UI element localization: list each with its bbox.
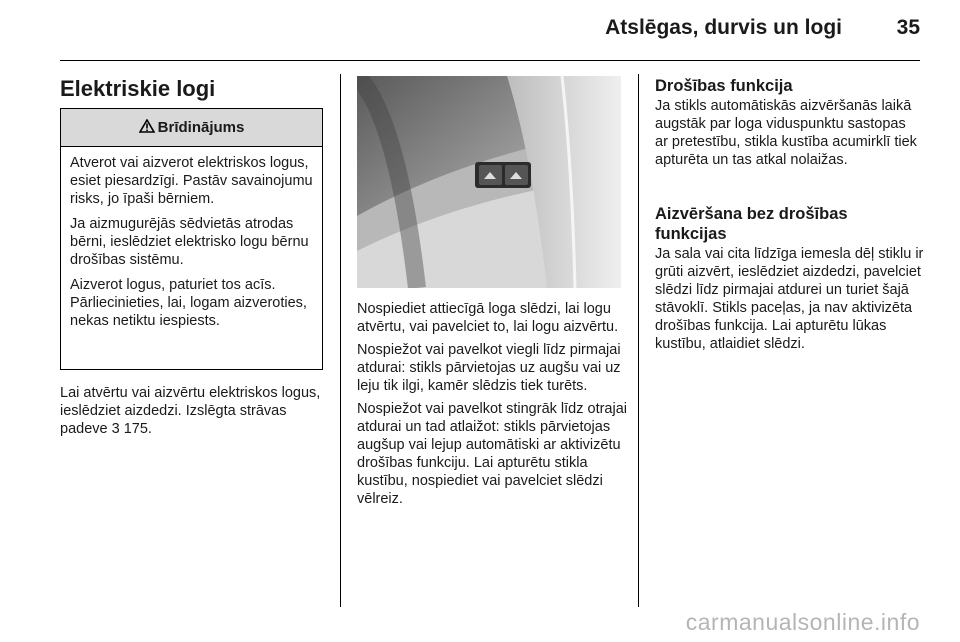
column-divider-2 <box>638 74 639 607</box>
chapter-title: Atslēgas, durvis un logi <box>605 16 842 39</box>
reference-page: 175. <box>119 421 152 437</box>
header-divider <box>60 60 920 61</box>
instruction-paragraph: Nospiežot vai pavelkot viegli līdz pirmajai atdurai: stikls pārvietojas uz augšu vai uz leju tik ilgi, kamēr slēdzis tiek turēts. <box>357 342 621 394</box>
ignition-text: Lai atvērtu vai aizvērtu elektriskos logus, ieslēdziet aizdedzi. Izslēgta strāvas padeve <box>60 385 321 437</box>
warning-box <box>60 108 323 370</box>
page-number: 35 <box>896 16 920 39</box>
override-text: Ja sala vai cita līdzīga iemesla dēļ stiklu ir grūti aizvērt, ieslēdziet aizdedzi, pavelciet slēdzi līdz pirmajai atdurei un turiet šajā stāvoklī. Stikls paceļas, ja nav aktivizēta drošības funkcija. Lai apturētu lūkas kustību, atlaidiet slēdzi. <box>655 246 924 352</box>
ignition-paragraph <box>60 384 330 438</box>
safety-function-text: Ja stikls automātiskās aizvēršanās laikā augstāk par loga viduspunktu sastopas ar pretestību, stikla kustība acumirklī tiek apturēta un tas atkal nolaižas. <box>655 98 917 168</box>
warning-triangle-icon <box>139 119 155 137</box>
warning-body <box>61 147 322 344</box>
window-switch-photo <box>357 76 621 288</box>
watermark: carmanualsonline.info <box>685 609 920 635</box>
safety-function-title: Drošības funkcija <box>655 77 793 95</box>
reference-arrow-icon: 3 <box>111 421 120 437</box>
warning-paragraph: Aizverot logus, paturiet tos acīs. Pārliecinieties, lai, logam aizveroties, nekas netiktu iespiests. <box>70 277 307 329</box>
instruction-paragraph: Nospiediet attiecīgā loga slēdzi, lai logu atvērtu, vai pavelciet to, lai logu aizvērtu. <box>357 301 619 335</box>
warning-paragraph: Atverot vai aizverot elektriskos logus, esiet piesardzīgi. Pastāv savainojumu risks, jo īpaši bērniem. <box>70 155 313 207</box>
warning-paragraph: Ja aizmugurējās sēdvietās atrodas bērni, ieslēdziet elektrisko logu bērnu drošības sistēmu. <box>70 216 309 268</box>
override-title: Aizvēršana bez drošības funkcijas <box>655 205 848 243</box>
instruction-paragraph: Nospiežot vai pavelkot stingrāk līdz otrajai atdurai un tad atlaižot: stikls pārvietojas augšup vai lejup automātiski ar aktivizētu drošības funkciju. Lai apturētu stikla kustību, nospiediet vai pavelciet slēdzi vēlreiz. <box>357 401 627 507</box>
warning-heading <box>61 109 322 147</box>
warning-heading-text: Brīdinājums <box>157 119 245 136</box>
column-divider-1 <box>340 74 341 607</box>
section-title: Elektriskie logi <box>60 76 216 101</box>
switch-instructions <box>357 300 629 513</box>
